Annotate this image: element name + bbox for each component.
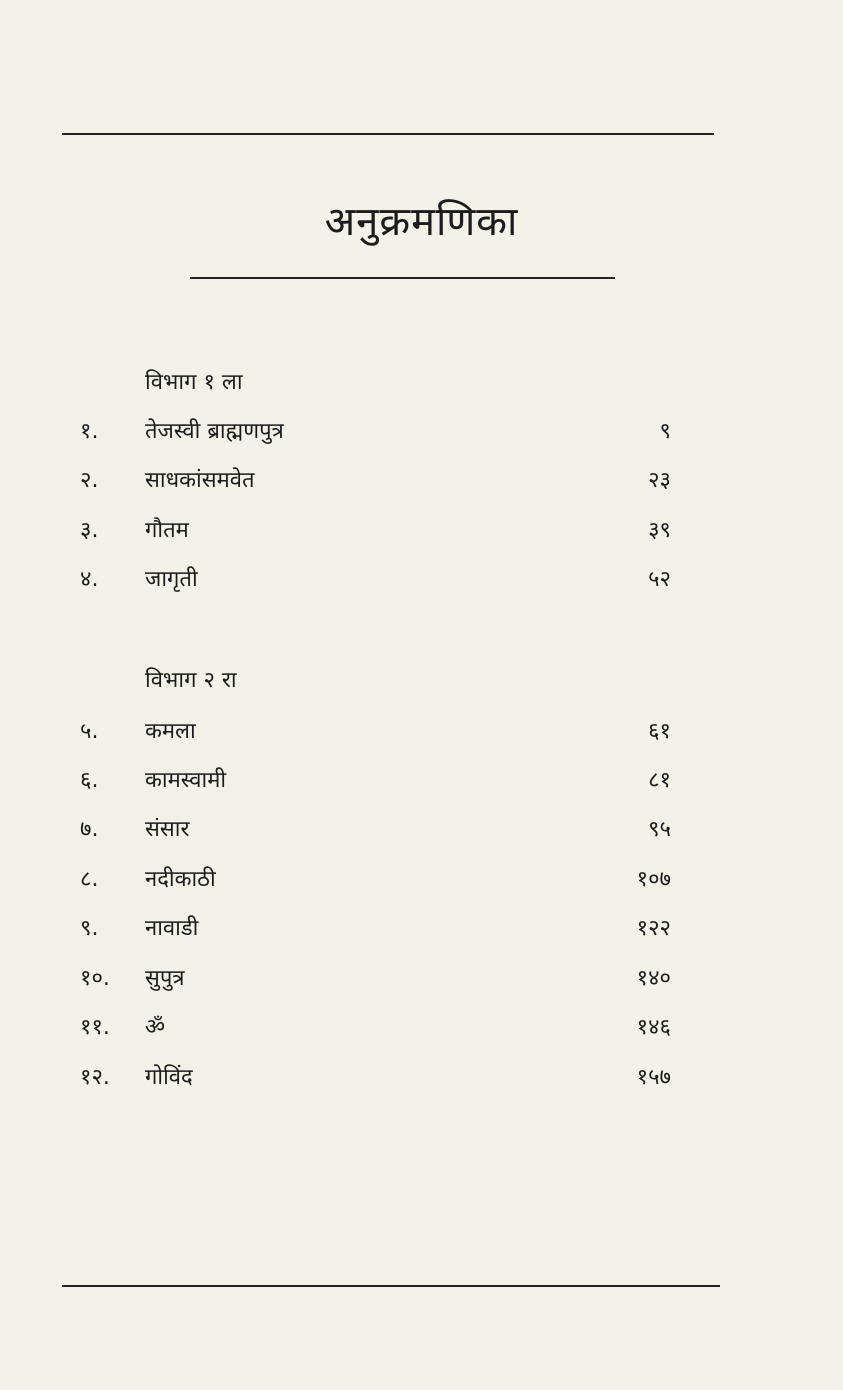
entry-page: ६१: [648, 719, 671, 744]
entry-page: ९: [659, 419, 671, 444]
section-heading-2: विभाग २ रा: [145, 668, 237, 693]
toc-entry: [0, 514, 843, 548]
toc-entry: [0, 415, 843, 449]
toc-entry: [0, 715, 843, 749]
entry-number: २.: [80, 468, 99, 493]
toc-entry: [0, 912, 843, 946]
entry-number: ९.: [80, 916, 99, 941]
toc-entry: [0, 563, 843, 597]
entry-title: कमला: [145, 719, 196, 744]
toc-entry: [0, 764, 843, 798]
entry-page: २३: [648, 468, 671, 493]
entry-title: सुपुत्र: [145, 966, 185, 991]
entry-number: ७.: [80, 817, 99, 842]
entry-page: ३९: [648, 518, 671, 543]
toc-entry: [0, 1061, 843, 1095]
entry-title: संसार: [145, 817, 190, 842]
entry-number: ११.: [80, 1015, 110, 1040]
entry-title: नदीकाठी: [145, 867, 216, 892]
entry-number: ६.: [80, 768, 99, 793]
entry-title: ॐ: [145, 1015, 166, 1040]
entry-title: साधकांसमवेत: [145, 468, 255, 493]
entry-page: ५२: [648, 567, 671, 592]
entry-number: १२.: [80, 1065, 110, 1090]
top-rule: [62, 133, 714, 135]
entry-number: १.: [80, 419, 99, 444]
entry-title: तेजस्वी ब्राह्मणपुत्र: [145, 419, 284, 444]
toc-entry: [0, 863, 843, 897]
entry-title: जागृती: [145, 567, 198, 592]
entry-page: ८१: [648, 768, 671, 793]
entry-page: १५७: [636, 1065, 671, 1090]
entry-number: १०.: [80, 966, 110, 991]
toc-entry: [0, 962, 843, 996]
entry-number: ४.: [80, 567, 99, 592]
entry-title: गौतम: [145, 518, 189, 543]
entry-page: १०७: [636, 867, 671, 892]
entry-page: १२२: [636, 916, 671, 941]
bottom-rule: [62, 1285, 720, 1287]
entry-number: ५.: [80, 719, 99, 744]
entry-title: नावाडी: [145, 916, 199, 941]
section-heading-1: विभाग १ ला: [145, 370, 243, 395]
toc-entry: [0, 1011, 843, 1045]
entry-title: गोविंद: [145, 1065, 193, 1090]
title-underline: [190, 277, 615, 279]
entry-page: १४६: [636, 1015, 671, 1040]
entry-number: ३.: [80, 518, 99, 543]
toc-entry: [0, 813, 843, 847]
entry-title: कामस्वामी: [145, 768, 227, 793]
entry-page: ९५: [648, 817, 671, 842]
entry-number: ८.: [80, 867, 99, 892]
toc-entry: [0, 464, 843, 498]
page-title: अनुक्रमणिका: [324, 199, 519, 245]
entry-page: १४०: [636, 966, 671, 991]
